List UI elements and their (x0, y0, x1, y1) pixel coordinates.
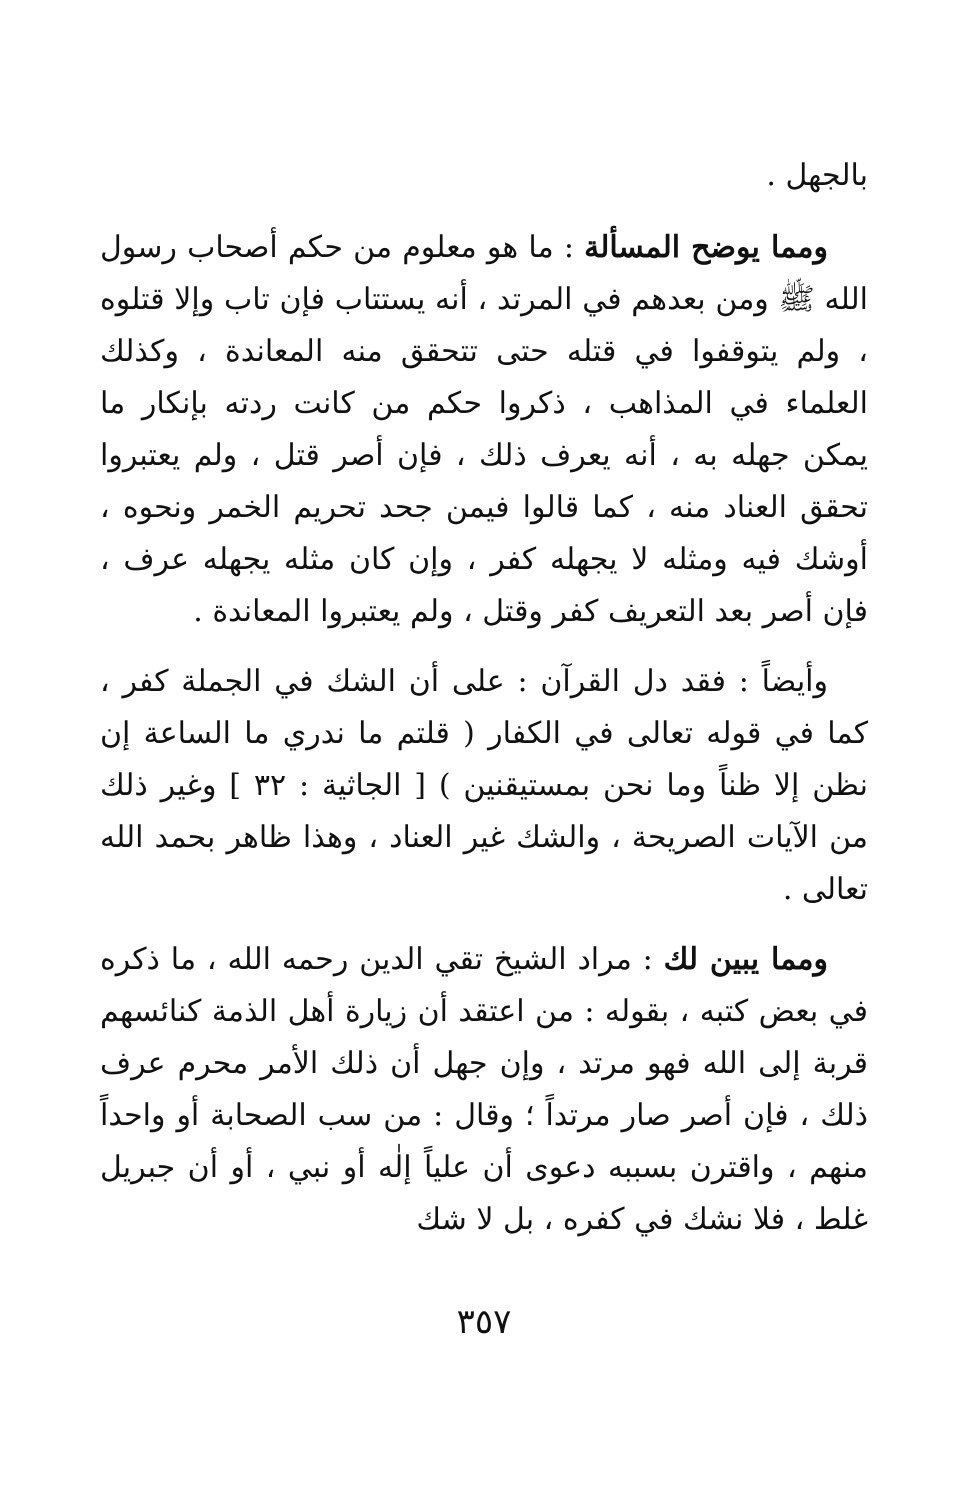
paragraph-shaykh-explanation (100, 934, 868, 1246)
paragraph-doubt-quran (100, 656, 868, 916)
paragraph-text: وأيضاً : فقد دل القرآن : على أن الشك في الجملة كفر ، كما في قوله تعالى في الكفار ( قلتم ما ندري ما الساعة إن نظن إلا ظناً وما نحن بمستيقنين ) [ الجاثية : ٣٢ ] وغير ذلك من الآيات الصريحة ، والشك غير العناد ، وهذا ظاهر بحمد الله تعالى . (100, 664, 868, 907)
paragraph-text: : مراد الشيخ تقي الدين رحمه الله ، ما ذكره في بعض كتبه ، بقوله : من اعتقد أن زيارة أهل الذمة كنائسهم قربة إلى الله فهو مرتد ، وإن جهل أن ذلك الأمر محرم عرف ذلك ، فإن أصر صار مرتداً ؛ وقال : من سب الصحابة أو واحداً منهم ، واقترن بسببه دعوى أن علياً إلٰه أو نبي ، أو أن جبريل غلط ، فلا نشك في كفره ، بل لا شك (100, 942, 868, 1237)
paragraph-apostasy-ruling (100, 222, 868, 638)
paragraph-continuation (100, 150, 868, 202)
paragraph-lead-bold: ومما يوضح المسألة (584, 230, 828, 265)
paragraph-text: : ما هو معلوم من حكم أصحاب رسول الله ﷺ ومن بعدهم في المرتد ، أنه يستتاب فإن تاب وإلا قتلوه ، ولم يتوقفوا في قتله حتى تتحقق منه المعاندة ، وكذلك العلماء في المذاهب ، ذكروا حكم من كانت ردته بإنكار ما يمكن جهله به ، أنه يعرف ذلك ، فإن أصر قتل ، ولم يعتبروا تحقق العناد منه ، كما قالوا فيمن جحد تحريم الخمر ونحوه ، أوشك فيه ومثله لا يجهله كفر ، وإن كان مثله يجهله عرف ، فإن أصر بعد التعريف كفر وقتل ، ولم يعتبروا المعاندة . (100, 230, 868, 629)
page-number: ٣٥٧ (456, 1302, 512, 1342)
page-body (100, 150, 868, 1264)
paragraph-lead-bold: ومما يبين لك (663, 942, 828, 977)
paragraph-text: بالجهل . (766, 158, 868, 193)
